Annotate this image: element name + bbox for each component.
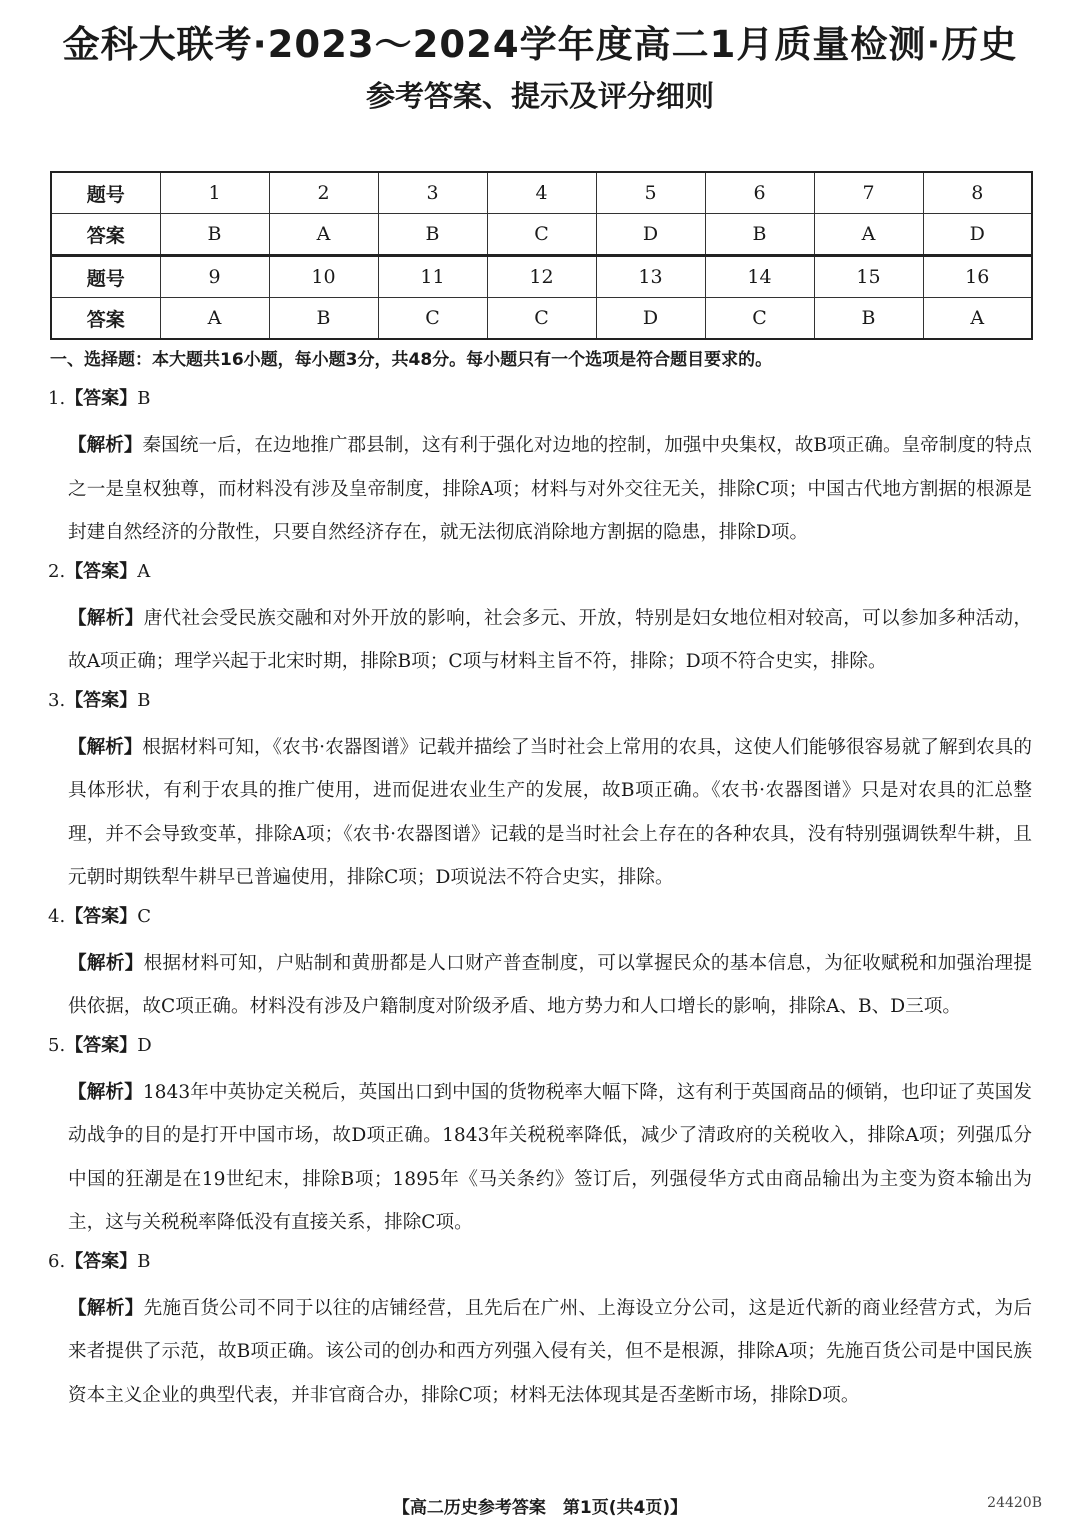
analysis-tag: 【解析】 <box>68 607 144 629</box>
answer-value: A <box>137 560 151 582</box>
answer-cell: D <box>923 214 1032 256</box>
question-number: 5. <box>48 1034 66 1056</box>
question-answer-line <box>48 902 1032 932</box>
question-answer-line <box>48 557 1032 587</box>
analysis-text: 先施百货公司不同于以往的店铺经营，且先后在广州、上海设立分公司，这是近代新的商业经营方式，为后来者提供了示范，故B项正确。该公司的创办和西方列强入侵有关，但不是根源，排除A项；先施百货公司是中国民族资本主义企业的典型代表，并非官商合办，排除C项；材料无法体现其是否垄断市场，排除D项。 <box>68 1297 1032 1406</box>
question-number-cell: 14 <box>705 256 814 298</box>
answer-cell: B <box>160 214 269 256</box>
analysis-paragraph <box>68 1287 1032 1418</box>
answer-cell: C <box>378 298 487 340</box>
analysis-text: 唐代社会受民族交融和对外开放的影响，社会多元、开放，特别是妇女地位相对较高，可以参加多种活动，故A项正确；理学兴起于北宋时期，排除B项；C项与材料主旨不符，排除；D项不符合史实，排除。 <box>68 607 1032 672</box>
answer-cell: C <box>487 214 596 256</box>
analysis-text: 根据材料可知，《农书·农器图谱》记载并描绘了当时社会上常用的农具，这使人们能够很容易就了解到农具的具体形状，有利于农具的推广使用，进而促进农业生产的发展，故B项正确。《农书·农器图谱》只是对农具的汇总整理，并不会导致变革，排除A项；《农书·农器图谱》记载的是当时社会上存在的各种农具，没有特别强调铁犁牛耕，且元朝时期铁犁牛耕早已普遍使用，排除C项；D项说法不符合史实，排除。 <box>68 736 1032 888</box>
document-code: 24420B <box>987 1495 1042 1511</box>
analysis-paragraph <box>68 726 1032 900</box>
question-number-cell: 3 <box>378 172 487 214</box>
analysis-tag: 【解析】 <box>68 736 143 758</box>
question-number-header: 题号 <box>51 172 160 214</box>
answer-cell: A <box>160 298 269 340</box>
answer-cell: D <box>596 214 705 256</box>
question-number-cell: 5 <box>596 172 705 214</box>
question-block <box>48 384 1032 555</box>
question-number-cell: 12 <box>487 256 596 298</box>
question-number-header: 题号 <box>51 256 160 298</box>
answer-cell: C <box>705 298 814 340</box>
answer-cell: D <box>596 298 705 340</box>
analysis-paragraph <box>68 424 1032 555</box>
question-block <box>48 1247 1032 1418</box>
question-number-cell: 13 <box>596 256 705 298</box>
answer-tag: 【答案】 <box>65 1250 138 1272</box>
page-footer: 【高二历史参考答案 第1页(共4页)】 <box>392 1498 688 1518</box>
analysis-paragraph <box>68 597 1032 684</box>
answer-value: C <box>137 905 151 927</box>
question-number-cell: 2 <box>269 172 378 214</box>
answer-tag: 【答案】 <box>65 388 138 409</box>
answer-tag: 【答案】 <box>65 560 138 582</box>
question-number-cell: 15 <box>814 256 923 298</box>
analysis-text: 根据材料可知，户贴制和黄册都是人口财产普查制度，可以掌握民众的基本信息，为征收赋税和加强治理提供依据，故C项正确。材料没有涉及户籍制度对阶级矛盾、地方势力和人口增长的影响，排除A、B、D三项。 <box>68 952 1032 1017</box>
analysis-text: 秦国统一后，在边地推广郡县制，这有利于强化对边地的控制，加强中央集权，故B项正确。皇帝制度的特点之一是皇权独尊，而材料没有涉及皇帝制度，排除A项；材料与对外交往无关，排除C项；中国古代地方割据的根源是封建自然经济的分散性，只要自然经济存在，就无法彻底消除地方割据的隐患，排除D项。 <box>68 435 1032 543</box>
question-number-cell: 1 <box>160 172 269 214</box>
answer-row <box>51 298 1032 340</box>
answer-content <box>48 345 1032 1419</box>
answer-value: B <box>137 689 151 711</box>
question-number: 6. <box>48 1250 66 1272</box>
question-number-cell: 9 <box>160 256 269 298</box>
analysis-text: 1843年中英协定关税后，英国出口到中国的货物税率大幅下降，这有利于英国商品的倾销，也印证了英国发动战争的目的是打开中国市场，故D项正确。1843年关税税率降低，减少了清政府的关税收入，排除A项；列强瓜分中国的狂潮是在19世纪末，排除B项；1895年《马关条约》签订后，列强侵华方式由商品输出为主变为资本输出为主，这与关税税率降低没有直接关系，排除C项。 <box>68 1081 1032 1233</box>
analysis-tag: 【解析】 <box>68 1081 143 1103</box>
question-number-cell: 10 <box>269 256 378 298</box>
question-number-row <box>51 172 1032 214</box>
question-block <box>48 1031 1032 1245</box>
question-number-cell: 4 <box>487 172 596 214</box>
answer-value: B <box>137 1250 151 1272</box>
analysis-tag: 【解析】 <box>68 435 143 456</box>
question-number-cell: 7 <box>814 172 923 214</box>
question-number: 3. <box>48 689 66 711</box>
question-number-row <box>51 256 1032 298</box>
answer-row <box>51 214 1032 256</box>
page-subtitle: 参考答案、提示及评分细则 <box>365 79 714 113</box>
answer-header: 答案 <box>51 298 160 340</box>
answer-cell: B <box>705 214 814 256</box>
question-list <box>48 384 1032 1417</box>
analysis-tag: 【解析】 <box>68 952 144 974</box>
question-number-cell: 8 <box>923 172 1032 214</box>
answer-table <box>50 171 1033 340</box>
answer-tag: 【答案】 <box>65 1034 138 1056</box>
question-number: 4. <box>48 905 66 927</box>
question-block <box>48 902 1032 1029</box>
answer-cell: A <box>923 298 1032 340</box>
answer-cell: B <box>814 298 923 340</box>
question-block <box>48 686 1032 900</box>
question-number-cell: 16 <box>923 256 1032 298</box>
analysis-paragraph <box>68 942 1032 1029</box>
section-title: 一、选择题：本大题共16小题，每小题3分，共48分。每小题只有一个选项是符合题目要求的。 <box>50 350 773 370</box>
question-answer-line <box>48 384 1032 414</box>
answer-cell: B <box>378 214 487 256</box>
answer-cell: A <box>269 214 378 256</box>
question-answer-line <box>48 1247 1032 1277</box>
question-number-cell: 6 <box>705 172 814 214</box>
answer-value: D <box>137 1034 152 1056</box>
question-answer-line <box>48 1031 1032 1061</box>
question-answer-line <box>48 686 1032 716</box>
answer-cell: A <box>814 214 923 256</box>
answer-header: 答案 <box>51 214 160 256</box>
question-number: 1. <box>48 388 66 409</box>
answer-cell: C <box>487 298 596 340</box>
answer-cell: B <box>269 298 378 340</box>
question-number: 2. <box>48 560 66 582</box>
analysis-paragraph <box>68 1071 1032 1245</box>
page-title: 金科大联考·2023～2024学年度高二1月质量检测·历史 <box>62 23 1018 66</box>
question-block <box>48 557 1032 684</box>
answer-tag: 【答案】 <box>65 689 138 711</box>
analysis-tag: 【解析】 <box>68 1297 144 1319</box>
answer-value: B <box>137 388 151 409</box>
answer-tag: 【答案】 <box>65 905 138 927</box>
question-number-cell: 11 <box>378 256 487 298</box>
